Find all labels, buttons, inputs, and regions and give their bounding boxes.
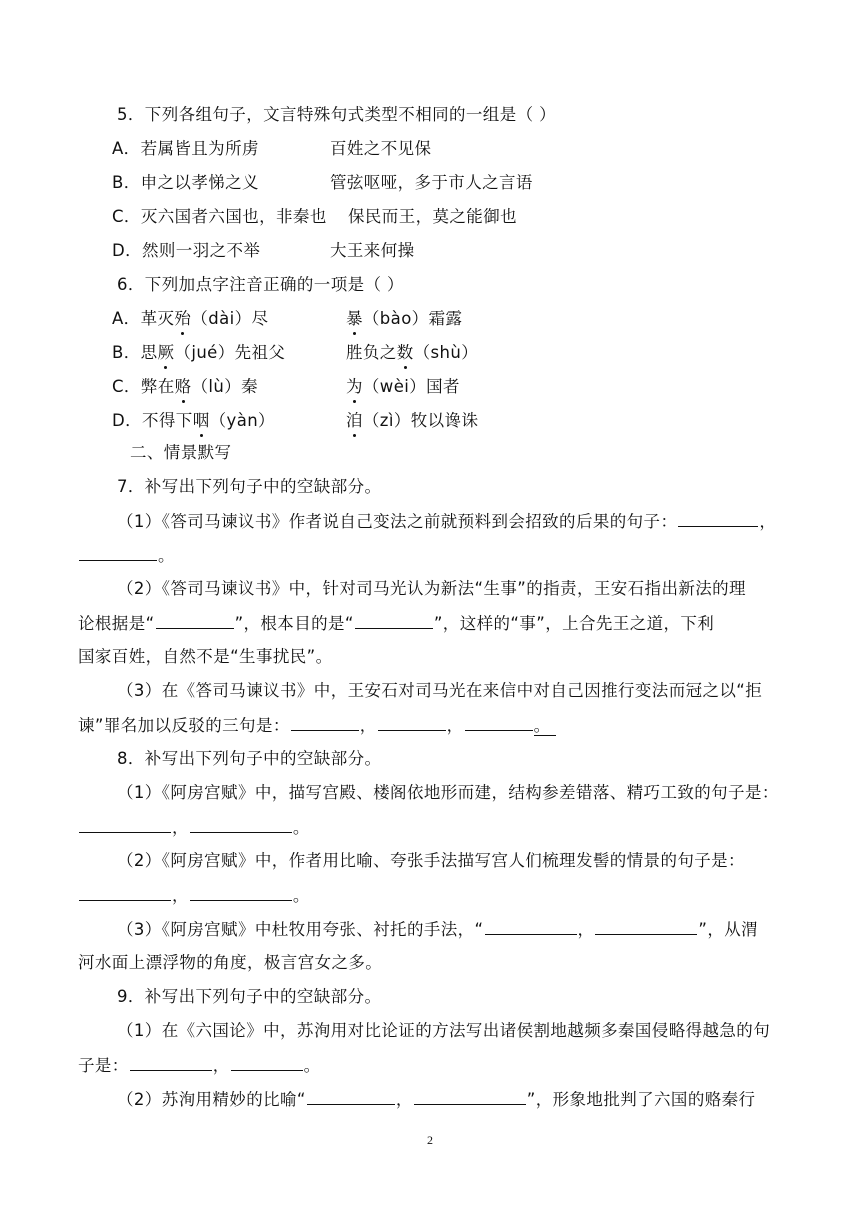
q6-stem: 6．下列加点字注音正确的一项是（ ） [117,275,404,294]
period: 。 [292,818,310,837]
q9-s2-text-a: （2）苏洵用精妙的比喻“ [117,1090,306,1109]
q6-option-b-right [346,342,478,364]
q5-option-d-left: D．然则一羽之不举 [112,241,261,260]
q7-s2-line3: 国家百姓，自然不是“生事扰民”。 [78,647,333,666]
q8-s3-text-a: （3）《阿房宫赋》中杜牧用夸张、衬托的手法，“ [117,920,484,939]
page-number: 2 [427,1133,433,1147]
q6-c1-pre: C．弊在 [112,377,175,396]
answer-blank[interactable] [307,1088,395,1105]
q9-s2-line1 [117,1088,755,1111]
q5-option-d [112,240,415,262]
dotted-char: 咽 [192,411,210,430]
comma: ， [759,512,777,531]
q7-s1-text: （1）《答司马谏议书》作者说自己变法之前就预料到会招致的后果的句子： [117,512,678,531]
period: 。 [292,886,310,905]
period: 。 [534,716,557,736]
q7-s2-line1: （2）《答司马谏议书》中，针对司马光认为新法“生事”的指责，王安石指出新法的理 [117,579,746,598]
q6-a1-pre: A．革灭 [112,309,175,328]
q5-stem: 5．下列各组句子，文言特殊句式类型不相同的一组是（ ） [117,105,557,124]
q6-a2-post: （bào）霜露 [362,309,463,328]
comma: ， [446,716,464,735]
comma: ， [172,886,189,905]
q6-b2-post: （shù） [413,343,479,362]
comma: ， [395,1090,413,1109]
q5-option-a [112,138,432,160]
answer-blank[interactable] [231,1054,303,1071]
answer-blank[interactable] [465,714,533,731]
q5-option-b-right: 管弦呕哑，多于市人之言语 [330,173,533,192]
q5-option-c [112,206,517,228]
q9-s1-line2 [78,1054,321,1077]
q8-s3-line2: 河水面上漂浮物的角度，极言宫女之多。 [78,953,383,972]
q7-s1-line1 [117,510,776,533]
dotted-char: 为 [346,377,363,396]
q5-option-d-right: 大王来何操 [330,241,415,260]
dotted-char: 数 [396,343,414,362]
section-heading: 二、情景默写 [130,443,232,462]
q7-s3-line1: （3）在《答司马谏议书》中，王安石对司马光在来信中对自己因推行变法而冠之以“拒 [117,681,763,700]
answer-blank[interactable] [595,918,697,935]
q7-s3-line2 [78,714,556,737]
q7-s2-text-b: 论根据是“ [78,614,155,633]
q8-s2-line2 [78,884,310,907]
q6-option-a [112,308,463,330]
dotted-char: 洎 [346,411,363,430]
q6-d1-post: （yàn） [209,411,275,430]
q5-option-c-right: 保民而王，莫之能御也 [348,207,517,226]
q6-option-d [112,410,479,432]
q6-d2-post: （zì）牧以谗诛 [362,411,479,430]
answer-blank[interactable] [414,1088,526,1105]
q6-c1-post: （lù）秦 [191,377,259,396]
q6-b1-post: （jué）先祖父 [174,343,286,362]
q5-option-b-left: B．申之以孝悌之义 [112,173,259,192]
q6-b1-pre: B．思 [112,343,158,362]
answer-blank[interactable] [678,510,758,527]
answer-blank[interactable] [355,612,433,629]
q7-s2-text-c: ”，根本目的是“ [234,614,354,633]
q8-s3-text-b: ”，从渭 [698,920,759,939]
q8-s1-line2 [78,816,310,839]
q6-option-c-right [346,376,460,398]
comma: ， [577,920,595,939]
q8-s2-line1: （2）《阿房宫赋》中，作者用比喻、夸张手法描写宫人们梳理发髻的情景的句子是： [117,851,745,870]
q5-option-a-right: 百姓之不见保 [330,139,432,158]
period: 。 [303,1056,321,1075]
q6-a1-post: （dài）尽 [191,309,269,328]
q9-s1-line1: （1）在《六国论》中，苏洵用对比论证的方法写出诸侯割地越频多秦国侵略得越急的句 [117,1021,771,1040]
q5-option-c-left: C．灭六国者六国也，非秦也 [112,207,327,226]
comma: ， [172,818,189,837]
answer-blank[interactable] [190,884,292,901]
answer-blank[interactable] [156,612,234,629]
q9-s1-text-b: 子是： [78,1056,129,1075]
dotted-char: 厥 [157,343,175,362]
answer-blank[interactable] [130,1054,212,1071]
dotted-char: 暴 [346,309,363,328]
answer-blank[interactable] [79,884,171,901]
q7-s1-line2 [78,544,175,567]
comma: ， [359,716,377,735]
q6-b2-pre: 胜负之 [346,343,397,362]
q6-c2-post: （wèi）国者 [362,377,460,396]
q6-option-b [112,342,479,364]
answer-blank[interactable] [378,714,446,731]
q7-s2-line2 [78,612,714,635]
period: 。 [158,546,175,565]
q7-s2-text-d: ”，这样的“事”，上合先王之道，下利 [433,614,715,633]
q8-s3-line1 [117,918,758,941]
answer-blank[interactable] [291,714,359,731]
q8-stem: 8．补写出下列句子中的空缺部分。 [117,749,382,768]
q9-stem: 9．补写出下列句子中的空缺部分。 [117,987,382,1006]
q6-d1-pre: D．不得下 [112,411,193,430]
q5-option-a-left: A．若属皆且为所虏 [112,139,259,158]
answer-blank[interactable] [190,816,292,833]
answer-blank[interactable] [485,918,577,935]
q6-option-a-right [346,308,462,330]
q9-s2-text-b: ”，形象地批判了六国的赂秦行 [526,1090,756,1109]
q5-option-b [112,172,533,194]
answer-blank[interactable] [79,816,171,833]
q8-s1-line1: （1）《阿房宫赋》中，描写宫殿、楼阁依地形而建，结构参差错落、精巧工致的句子是： [117,783,779,802]
q6-option-c [112,376,460,398]
q7-stem: 7．补写出下列句子中的空缺部分。 [117,477,382,496]
dotted-char: 赂 [174,377,192,396]
comma: ， [212,1056,230,1075]
dotted-char: 殆 [174,309,192,328]
q6-option-d-right [346,410,478,432]
q7-s3-text-b: 谏”罪名加以反驳的三句是： [78,716,290,735]
answer-blank[interactable] [79,544,157,561]
